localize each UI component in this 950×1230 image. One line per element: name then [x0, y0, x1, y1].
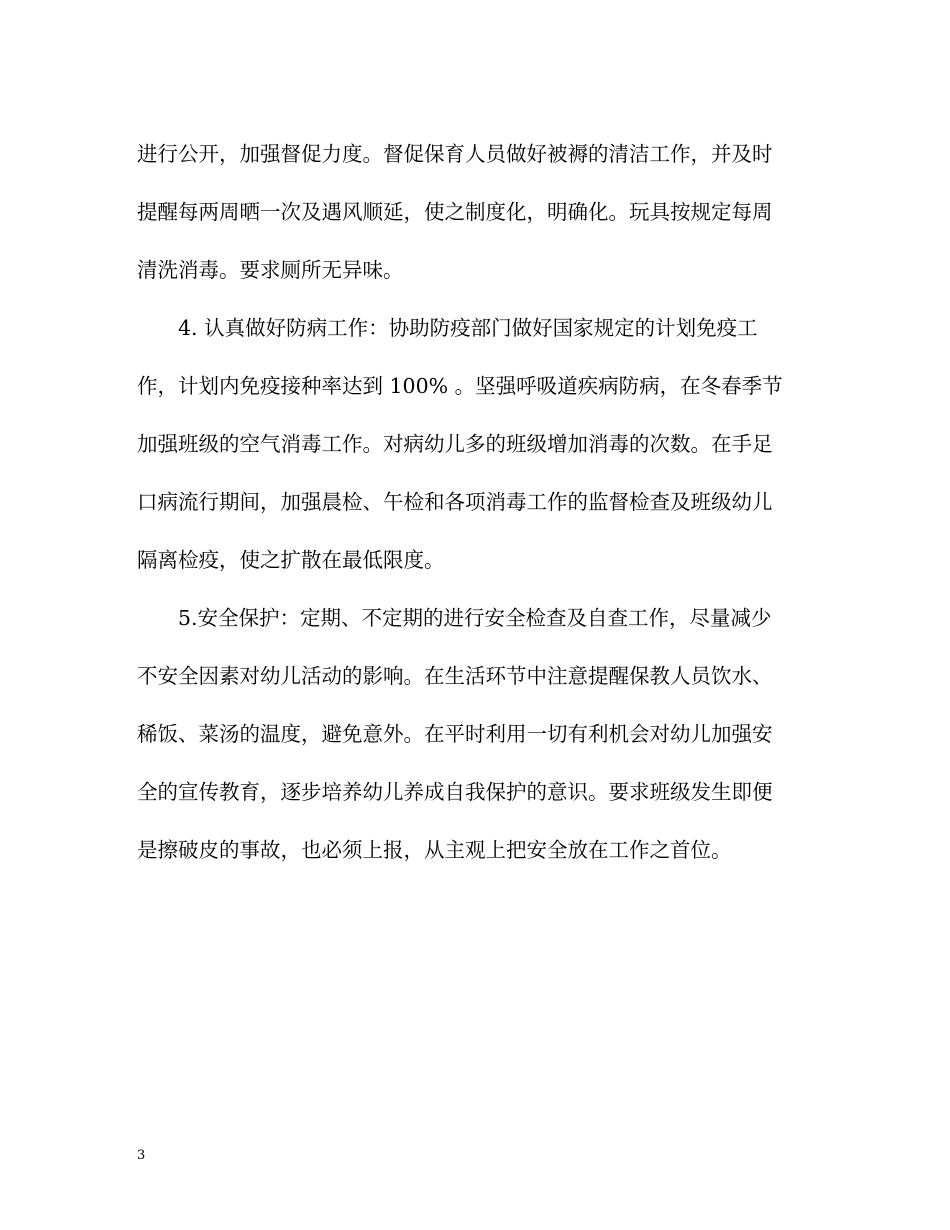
text-line-13: 是擦破皮的事故，也必须上报，从主观上把安全放在工作之首位。 — [137, 838, 732, 862]
page-number: 3 — [137, 1148, 146, 1163]
text-line-3: 清洗消毒。要求厕所无异味。 — [137, 258, 404, 282]
text-line-10: 不安全因素对幼儿活动的影响。在生活环节中注意提醒保教人员饮水、 — [137, 664, 773, 688]
text-line-5: 作，计划内免疫接种率达到 100% 。坚强呼吸道疾病防病，在冬春季节 — [137, 374, 783, 398]
text-line-7: 口病流行期间，加强晨检、午检和各项消毒工作的监督检查及班级幼儿 — [137, 490, 773, 514]
text-line-9: 5.安全保护：定期、不定期的进行安全检查及自查工作，尽量减少 — [178, 606, 772, 630]
text-line-11: 稀饭、菜汤的温度，避免意外。在平时利用一切有利机会对幼儿加强安 — [137, 722, 773, 746]
text-line-6: 加强班级的空气消毒工作。对病幼儿多的班级增加消毒的次数。在手足 — [137, 432, 773, 456]
text-line-4: 4. 认真做好防病工作：协助防疫部门做好国家规定的计划免疫工 — [178, 316, 758, 340]
text-line-12: 全的宣传教育，逐步培养幼儿养成自我保护的意识。要求班级发生即便 — [137, 780, 773, 804]
body-text — [137, 125, 817, 879]
text-line-8: 隔离检疫，使之扩散在最低限度。 — [137, 548, 445, 572]
text-line-2: 提醒每两周晒一次及遇风顺延，使之制度化，明确化。玩具按规定每周 — [137, 200, 773, 224]
text-line-1: 进行公开，加强督促力度。督促保育人员做好被褥的清洁工作，并及时 — [137, 142, 773, 166]
